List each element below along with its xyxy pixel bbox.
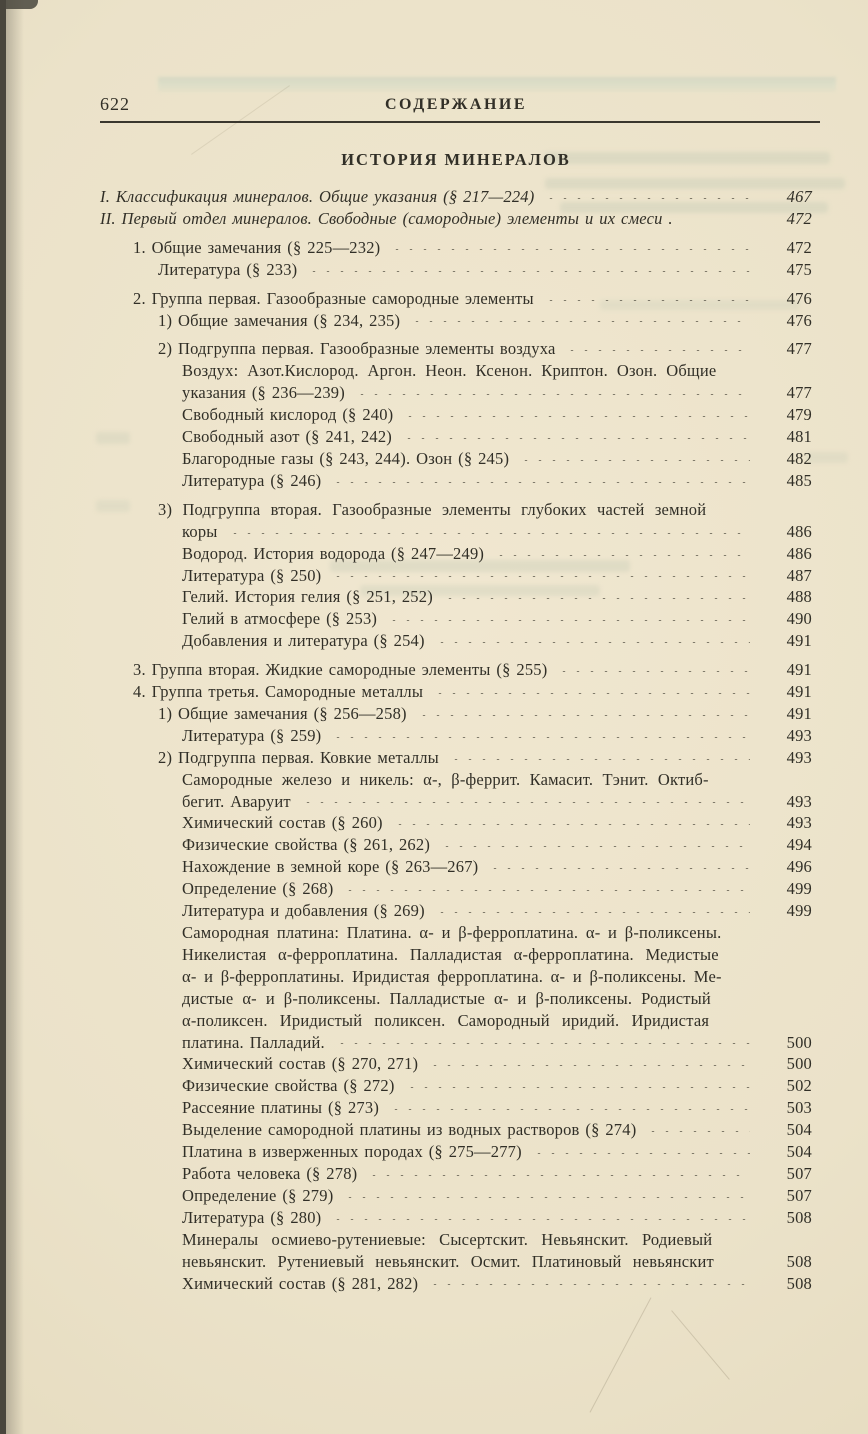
toc-entry-page: 487	[786, 565, 812, 585]
toc-entry	[100, 1185, 812, 1207]
paper-scratch	[671, 1310, 730, 1380]
dot-leader	[331, 482, 750, 488]
toc-entry-text: 3) Подгруппа вторая. Газообразные элементы глубоких частей земной	[158, 499, 707, 519]
toc-entry	[100, 404, 812, 426]
toc-entry	[100, 966, 812, 988]
dot-leader	[228, 533, 750, 539]
toc-entry-text: платина. Палладий.	[182, 1032, 325, 1052]
toc-entry	[100, 703, 812, 725]
toc-entry	[100, 1075, 812, 1097]
toc-entry-page: 493	[786, 813, 812, 833]
dot-leader	[435, 912, 750, 918]
toc-entry	[100, 521, 812, 543]
toc-entry-page: 482	[786, 448, 812, 468]
toc-entry	[100, 834, 812, 856]
toc-entry-text: Литература (§ 250)	[182, 565, 322, 585]
toc-entry-text: 2) Подгруппа первая. Ковкие металлы	[158, 747, 439, 767]
toc-entry-page: 493	[786, 725, 812, 745]
toc-entry-page: 493	[786, 791, 812, 811]
page-number-folio: 622	[100, 94, 130, 114]
toc-entry	[100, 1010, 812, 1032]
toc-entry-text: 3. Группа вторая. Жидкие самородные элементы (§ 255)	[133, 660, 548, 680]
toc-entry-text: Свободный кислород (§ 240)	[182, 405, 394, 425]
show-through-ghost	[806, 452, 848, 463]
toc-entry-text: Водород. История водорода (§ 247—249)	[182, 543, 485, 563]
toc-entry-text: Нахождение в земной коре (§ 263—267)	[182, 857, 479, 877]
toc-entry-page: 477	[786, 383, 812, 403]
toc-entry	[100, 310, 812, 332]
toc-entry-page: 479	[786, 405, 812, 425]
dot-leader	[393, 824, 750, 830]
toc-entry-text: Литература (§ 280)	[182, 1207, 322, 1227]
dot-leader	[355, 394, 750, 400]
dot-leader	[307, 271, 750, 277]
toc-entry-page: 507	[786, 1163, 812, 1183]
toc-entry	[100, 1273, 812, 1295]
toc-entry-page: 476	[786, 310, 812, 330]
toc-entry-text: невьянскит. Рутениевый невьянскит. Осмит. Платиновый невьянскит	[182, 1251, 714, 1271]
toc-entry-page: 488	[786, 587, 812, 607]
toc-entry	[100, 338, 812, 360]
dot-leader	[331, 576, 750, 582]
toc-entry-text: Гелий в атмосфере (§ 253)	[182, 609, 378, 629]
toc-entry-page: 477	[786, 339, 812, 359]
toc-entry-page: 467	[786, 187, 812, 206]
toc-entry-page: 508	[786, 1273, 812, 1293]
paper-scratch	[590, 1297, 652, 1412]
toc-entry-page: 475	[786, 259, 812, 279]
toc-entry-page: 491	[786, 682, 812, 702]
toc-entry	[100, 1119, 812, 1141]
toc-entry-text: Химический состав (§ 270, 271)	[182, 1054, 419, 1074]
toc-entry	[100, 1229, 812, 1251]
dot-leader	[410, 321, 750, 327]
toc-entry-text: Определение (§ 268)	[182, 879, 334, 899]
dot-leader	[331, 1219, 750, 1225]
show-through-band	[158, 77, 836, 92]
toc-entry	[100, 470, 812, 492]
toc-entry-page: 504	[786, 1120, 812, 1140]
section-heading: ИСТОРИЯ МИНЕРАЛОВ	[341, 150, 571, 169]
toc-entry-page: 493	[786, 747, 812, 767]
toc-entry-text: Благородные газы (§ 243, 244). Озон (§ 245)	[182, 448, 510, 468]
toc-entry	[100, 659, 812, 681]
toc-entry-page: 494	[786, 835, 812, 855]
dot-leader	[417, 715, 750, 721]
toc-entry-page: 485	[786, 470, 812, 490]
toc-entry	[100, 900, 812, 922]
toc-entry	[100, 944, 812, 966]
toc-entry	[100, 586, 812, 608]
toc-entry-page: 500	[786, 1032, 812, 1052]
toc-entry-page: 476	[786, 288, 812, 308]
dot-leader	[403, 416, 750, 422]
toc-entry	[100, 812, 812, 834]
dot-leader	[646, 1131, 750, 1137]
dot-leader	[440, 846, 750, 852]
toc-entry-text: Платина в изверженных породах (§ 275—277)	[182, 1142, 522, 1162]
toc-entry	[100, 791, 812, 813]
dot-leader	[405, 1087, 750, 1093]
toc-entry-text: дистые α- и β-поликсены. Палладистые α- и β-поликсены. Родистый	[182, 988, 711, 1008]
toc-entry	[100, 769, 812, 791]
toc-entry	[100, 259, 812, 281]
toc-entry	[100, 1163, 812, 1185]
toc-entry-text: Литература (§ 259)	[182, 725, 322, 745]
dot-leader	[443, 598, 750, 604]
toc-entry-text: Самородные железо и никель: α-, β-феррит. Камасит. Тэнит. Октиб-	[182, 769, 709, 789]
toc-entry-text: Гелий. История гелия (§ 251, 252)	[182, 587, 433, 607]
toc-entry-text: I. Классификация минералов. Общие указания (§ 217—224)	[100, 187, 535, 206]
toc-entry-text: Литература (§ 233)	[158, 259, 298, 279]
toc-entry-page: 504	[786, 1142, 812, 1162]
toc-entry	[100, 630, 812, 652]
dot-leader	[449, 759, 750, 765]
toc-entry-text: α- и β-ферроплатины. Иридистая ферроплатина. α- и β-поликсены. Ме-	[182, 966, 722, 986]
toc-entry	[100, 681, 812, 703]
toc-entry-text: Химический состав (§ 281, 282)	[182, 1273, 419, 1293]
toc-entry-page: 486	[786, 521, 812, 541]
toc-entry-text: 4. Группа третья. Самородные металлы	[133, 682, 424, 702]
toc-entry-text: Самородная платина: Платина. α- и β-ферроплатина. α- и β-поликсены.	[182, 923, 722, 942]
toc-entry-text: Определение (§ 279)	[182, 1185, 334, 1205]
toc-entry-page: 508	[786, 1207, 812, 1227]
toc-entry	[100, 565, 812, 587]
dot-leader	[435, 642, 750, 648]
toc-entry	[100, 499, 812, 521]
dot-leader	[428, 1284, 750, 1290]
scan-corner-artifact	[0, 0, 38, 9]
toc-entry	[100, 1097, 812, 1119]
toc-entry-text: Литература (§ 246)	[182, 470, 322, 490]
toc-entry-text: 1) Общие замечания (§ 234, 235)	[158, 310, 401, 330]
toc-entry-text: Никелистая α-ферроплатина. Палладистая α-ферроплатина. Медистые	[182, 944, 719, 964]
toc-entry-text: 2) Подгруппа первая. Газообразные элементы воздуха	[158, 339, 556, 359]
toc-entry-text: указания (§ 236—239)	[182, 383, 345, 403]
toc-entry-text: Химический состав (§ 260)	[182, 813, 383, 833]
dot-leader	[544, 300, 750, 306]
dot-leader	[433, 693, 750, 699]
dot-leader	[389, 1109, 750, 1115]
toc-entry	[100, 1032, 812, 1054]
toc-entry-text: Физические свойства (§ 261, 262)	[182, 835, 431, 855]
dot-leader	[565, 350, 750, 356]
toc-entry-text: бегит. Аваруит	[182, 791, 291, 811]
dot-leader	[343, 890, 750, 896]
toc-entry-page: 472	[786, 237, 812, 257]
toc	[100, 186, 812, 1294]
toc-entry-page: 499	[786, 901, 812, 921]
toc-entry-text: 1. Общие замечания (§ 225—232)	[133, 237, 381, 257]
dot-leader	[331, 737, 750, 743]
toc-entry-page: 496	[786, 857, 812, 877]
toc-entry	[100, 426, 812, 448]
toc-entry	[100, 747, 812, 769]
toc-entry	[100, 856, 812, 878]
toc-entry-page: 503	[786, 1098, 812, 1118]
toc-entry-page: 472	[786, 208, 812, 228]
toc-entry-page: 499	[786, 879, 812, 899]
toc-entry-text: II. Первый отдел минералов. Свободные (самородные) элементы и их смеси .	[100, 208, 673, 228]
dot-leader	[428, 1065, 750, 1071]
toc-entry	[100, 360, 812, 382]
toc-entry	[100, 1141, 812, 1163]
toc-entry-text: Физические свойства (§ 272)	[182, 1076, 395, 1096]
toc-entry	[100, 608, 812, 630]
dot-leader	[343, 1197, 750, 1203]
toc-entry-text: Минералы осмиево-рутениевые: Сысертскит. Невьянскит. Родиевый	[182, 1229, 713, 1249]
dot-leader	[390, 249, 750, 255]
header-rule	[100, 121, 820, 123]
toc-entry-text: 1) Общие замечания (§ 256—258)	[158, 703, 407, 723]
toc-entry-page: 481	[786, 427, 812, 447]
toc-entry-page: 508	[786, 1251, 812, 1271]
toc-entry	[100, 382, 812, 404]
toc-entry-text: Литература и добавления (§ 269)	[182, 901, 425, 921]
toc-entry-page: 507	[786, 1185, 812, 1205]
toc-entry-text: коры	[182, 521, 218, 541]
book-edge-shadow	[6, 0, 24, 1434]
toc-entry-text: Воздух: Азот.Кислород. Аргон. Неон. Ксенон. Криптон. Озон. Общие	[182, 361, 717, 381]
dot-leader	[367, 1175, 750, 1181]
toc-entry	[100, 208, 812, 230]
dot-leader	[301, 802, 750, 808]
toc-entry-page: 502	[786, 1076, 812, 1096]
toc-entry-text: Добавления и литература (§ 254)	[182, 631, 425, 651]
toc-entry	[100, 448, 812, 470]
dot-leader	[532, 1153, 750, 1159]
dot-leader	[494, 555, 750, 561]
dot-leader	[402, 438, 750, 444]
toc-entry	[100, 186, 812, 208]
toc-entry-text: 2. Группа первая. Газообразные самородные элементы	[133, 288, 534, 308]
dot-leader	[335, 1043, 750, 1049]
toc-entry-text: Работа человека (§ 278)	[182, 1163, 358, 1183]
toc-entry	[100, 1251, 812, 1273]
dot-leader	[557, 671, 750, 677]
running-title: СОДЕРЖАНИЕ	[384, 96, 528, 113]
toc-entry-page: 491	[786, 660, 812, 680]
toc-entry	[100, 878, 812, 900]
toc-entry-page: 500	[786, 1054, 812, 1074]
toc-entry	[100, 1053, 812, 1075]
toc-entry	[100, 288, 812, 310]
toc-entry	[100, 988, 812, 1010]
toc-entry-text: Свободный азот (§ 241, 242)	[182, 427, 392, 447]
dot-leader	[387, 620, 750, 626]
toc-entry-page: 491	[786, 703, 812, 723]
toc-entry-page: 486	[786, 543, 812, 563]
toc-entry-page: 491	[786, 631, 812, 651]
toc-entry	[100, 1207, 812, 1229]
toc-entry-text: Выделение самородной платины из водных растворов (§ 274)	[182, 1120, 637, 1140]
toc-entry	[100, 237, 812, 259]
dot-leader	[519, 460, 750, 466]
toc-entry-text: α-поликсен. Иридистый поликсен. Самородный иридий. Иридистая	[182, 1010, 710, 1030]
toc-entry	[100, 543, 812, 565]
toc-entry	[100, 725, 812, 747]
toc-entry	[100, 922, 812, 944]
dot-leader	[488, 868, 750, 874]
toc-entry-text: Рассеяние платины (§ 273)	[182, 1098, 380, 1118]
toc-entry-page: 490	[786, 609, 812, 629]
dot-leader	[544, 198, 750, 204]
